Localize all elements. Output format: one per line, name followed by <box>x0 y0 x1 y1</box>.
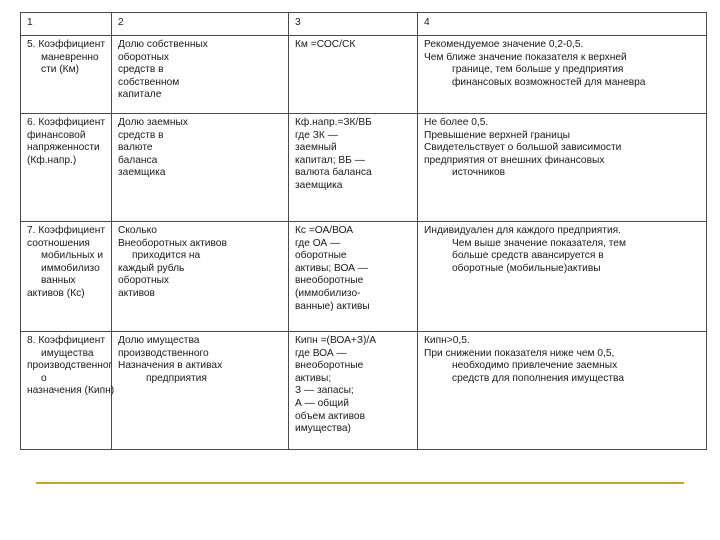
norm-cell: Рекомендуемое значение 0,2-0,5. Чем ближе значение показателя к верхней границе, тем больше у предприятия финансовых возможностей для маневра <box>418 36 707 114</box>
meaning-cell: Долю имущества производственного Назначения в активах предприятия <box>112 332 289 450</box>
meaning-cell: Сколько Внеоборотных активов приходится на каждый рубль оборотных активов <box>112 222 289 332</box>
table-row <box>21 332 707 450</box>
header-cell: 2 <box>112 13 289 36</box>
table-row <box>21 222 707 332</box>
formula-cell: Км =СОС/СК <box>289 36 418 114</box>
indicator-name-cell: 8. Коэффициент имущества производственног о назначения (Кипн) <box>21 332 112 450</box>
formula-cell: Кс =ОА/ВОА где ОА — оборотные активы; ВОА — внеоборотные (иммобилизо- ванные) активы <box>289 222 418 332</box>
header-row <box>21 13 707 36</box>
norm-cell: Не более 0,5. Превышение верхней границы Свидетельствует о большой зависимости предприятия от внешних финансовых источников <box>418 114 707 222</box>
header-cell: 1 <box>21 13 112 36</box>
meaning-cell: Долю заемных средств в валюте баланса заемщика <box>112 114 289 222</box>
meaning-cell: Долю собственных оборотных средств в собственном капитале <box>112 36 289 114</box>
header-cell: 4 <box>418 13 707 36</box>
header-cell: 3 <box>289 13 418 36</box>
footer-divider <box>36 482 684 484</box>
indicator-name-cell: 7. Коэффициент соотношения мобильных и иммобилизо ванных активов (Кс) <box>21 222 112 332</box>
indicator-name-cell: 6. Коэффициент финансовой напряженности (Кф.напр.) <box>21 114 112 222</box>
table-row <box>21 114 707 222</box>
norm-cell: Кипн>0,5. При снижении показателя ниже чем 0,5, необходимо привлечение заемных средств для пополнения имущества <box>418 332 707 450</box>
indicator-name-cell: 5. Коэффициент маневренно сти (Км) <box>21 36 112 114</box>
formula-cell: Кф.напр.=ЗК/ВБ где ЗК — заемный капитал; ВБ — валюта баланса заемщика <box>289 114 418 222</box>
table-row <box>21 36 707 114</box>
norm-cell: Индивидуален для каждого предприятия. Чем выше значение показателя, тем больше средств авансируется в оборотные (мобильные)активы <box>418 222 707 332</box>
indicators-table <box>20 12 707 450</box>
formula-cell: Кипн =(ВОА+З)/А где ВОА — внеоборотные активы; З — запасы; А — общий объем активов имущества) <box>289 332 418 450</box>
